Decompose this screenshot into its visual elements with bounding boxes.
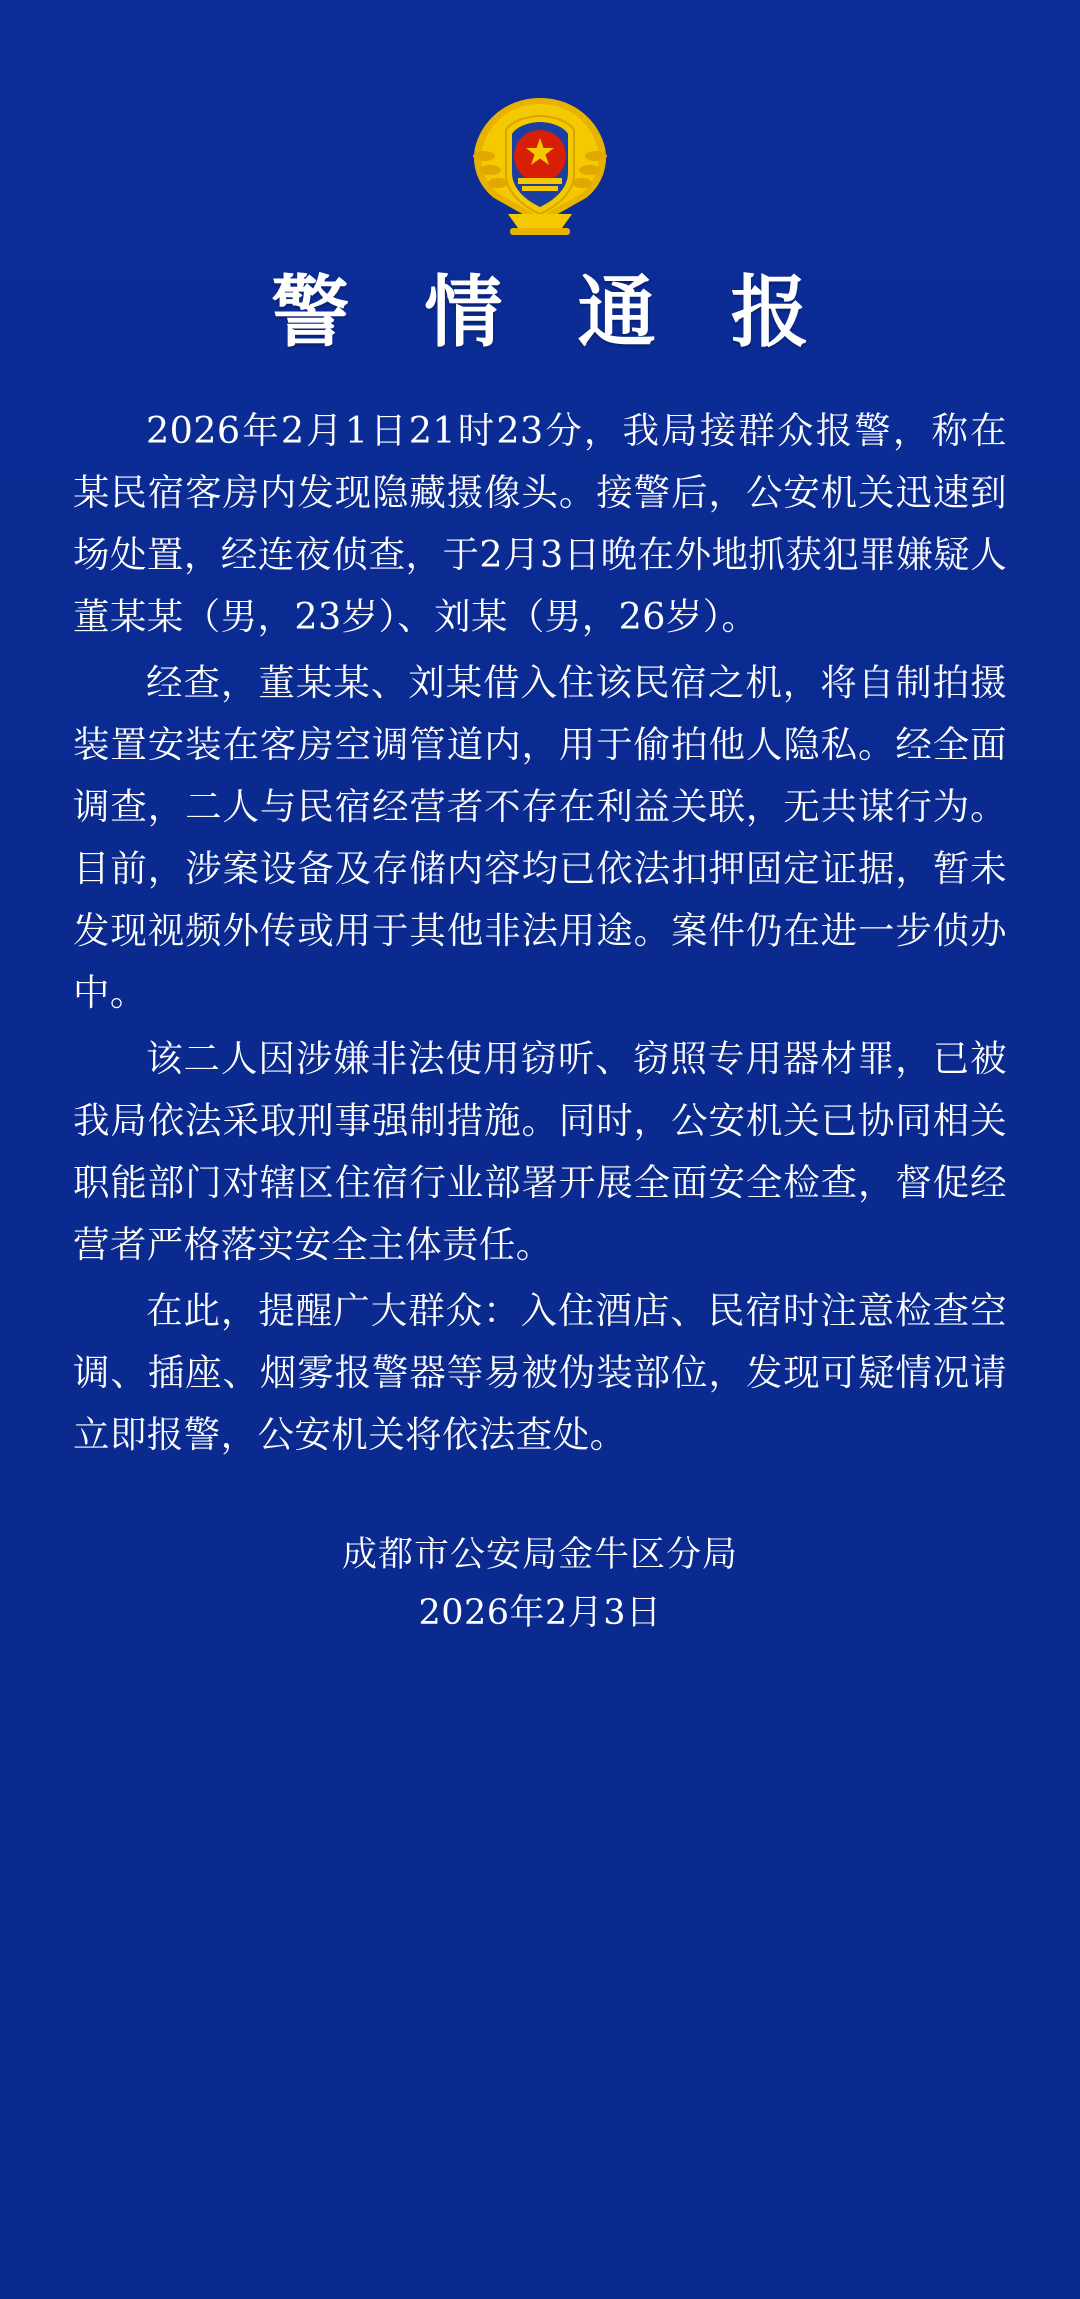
- notice-body: [55, 400, 1025, 1466]
- issue-date: 2026年2月3日: [418, 1592, 662, 1633]
- emblem-container: [55, 0, 1025, 248]
- china-police-badge-icon: [450, 78, 630, 248]
- paragraph-4: 在此，提醒广大群众：入住酒店、民宿时注意检查空调、插座、烟雾报警器等易被伪装部位，发现可疑情况请立即报警，公安机关将依法查处。: [73, 1288, 1007, 1456]
- paragraph-2: 经查，董某某、刘某借入住该民宿之机，将自制拍摄装置安装在客房空调管道内，用于偷拍他人隐私。经全面调查，二人与民宿经营者不存在利益关联，无共谋行为。目前，涉案设备及存储内容均已依法扣押固定证据，暂未发现视频外传或用于其他非法用途。案件仍在进一步侦办中。: [73, 660, 1007, 1014]
- page-title: 警 情 通 报: [271, 267, 833, 358]
- paragraph-1: 2026年2月1日21时23分，我局接群众报警，称在某民宿客房内发现隐藏摄像头。接警后，公安机关迅速到场处置，经连夜侦查，于2月3日晚在外地抓获犯罪嫌疑人董某某（男，23岁）、刘某（男，26岁）。: [73, 408, 1007, 638]
- issuer-name: 成都市公安局金牛区分局: [341, 1534, 738, 1575]
- paragraph-3: 该二人因涉嫌非法使用窃听、窃照专用器材罪，已被我局依法采取刑事强制措施。同时，公安机关已协同相关职能部门对辖区住宿行业部署开展全面安全检查，督促经营者严格落实安全主体责任。: [73, 1036, 1007, 1266]
